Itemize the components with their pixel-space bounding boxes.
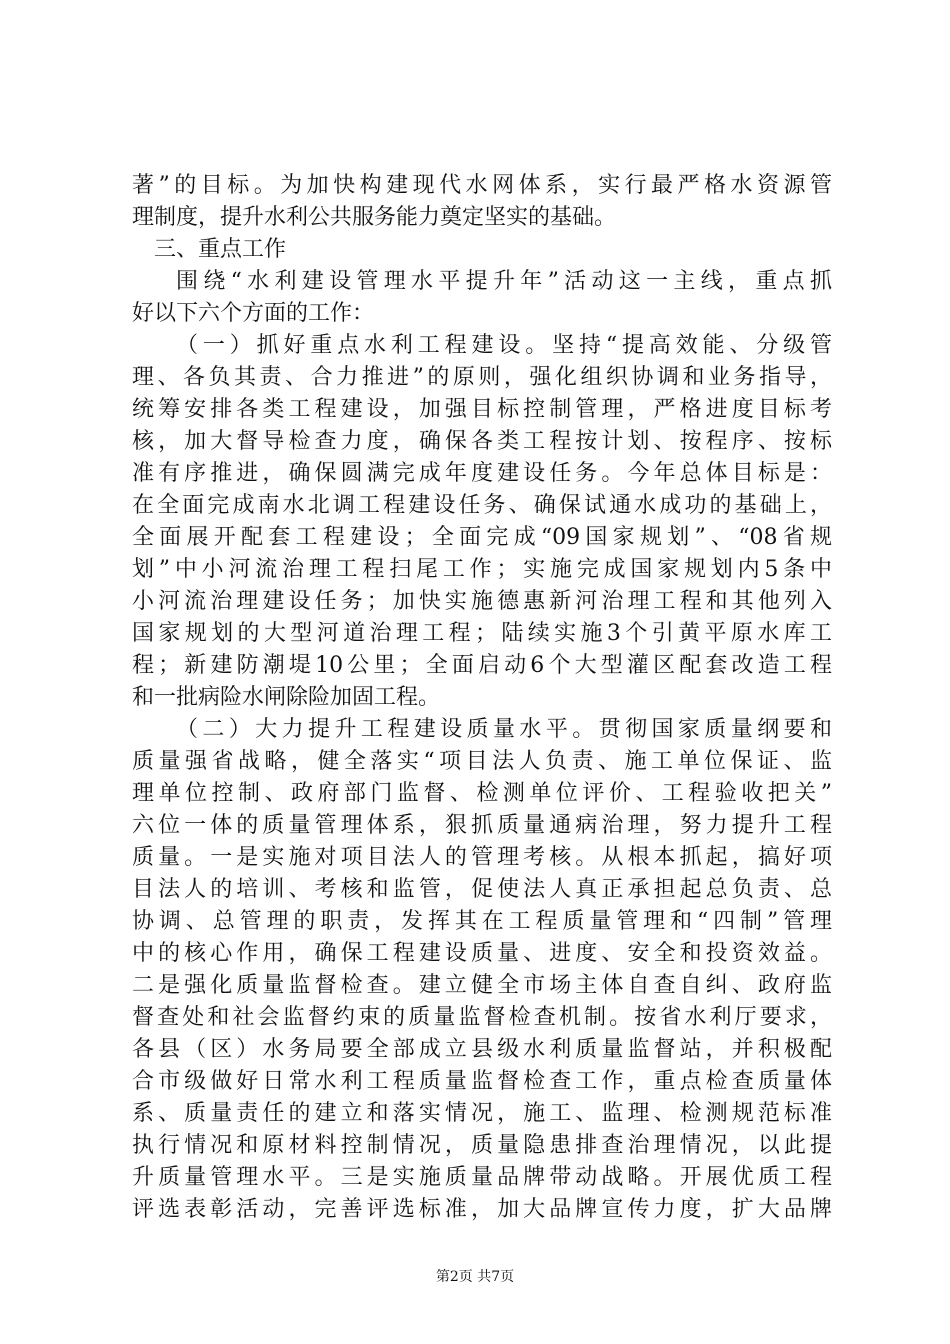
text-line: 二是强化质量监督检查。建立健全市场主体自查自纠、政府监 [132, 973, 832, 998]
text-line: 合市级做好日常水利工程质量监督检查工作，重点检查质量体 [132, 1069, 832, 1094]
text-line: 统筹安排各类工程建设，加强目标控制管理，严格进度目标考 [132, 397, 832, 422]
section-heading: 三、重点工作 [154, 237, 287, 262]
text-line: 理单位控制、政府部门监督、检测单位评价、工程验收把关” [132, 781, 832, 806]
text-line: 国家规划的大型河道治理工程；陆续实施3个引黄平原水库工 [132, 621, 832, 646]
text-line: 系、质量责任的建立和落实情况，施工、监理、检测规范标准 [132, 1101, 832, 1126]
text-line: 和一批病险水闸除险加固工程。 [132, 685, 441, 710]
text-line: 划”中小河流治理工程扫尾工作；实施完成国家规划内5条中 [132, 557, 832, 582]
text-line: 围绕“水利建设管理水平提升年”活动这一主线，重点抓 [176, 269, 832, 294]
text-line: 各县（区）水务局要全部成立县级水利质量监督站，并积极配 [132, 1037, 832, 1062]
text-line: 中的核心作用，确保工程建设质量、进度、安全和投资效益。 [132, 941, 832, 966]
text-line: 质量强省战略，健全落实“项目法人负责、施工单位保证、监 [132, 749, 832, 774]
text-line: 质量。一是实施对项目法人的管理考核。从根本抓起，搞好项 [132, 845, 832, 870]
page-number-footer: 第2页 共7页 [435, 1269, 515, 1285]
text-line: 评选表彰活动，完善评选标准，加大品牌宣传力度，扩大品牌 [132, 1197, 832, 1222]
text-line: 准有序推进，确保圆满完成年度建设任务。今年总体目标是： [132, 461, 832, 486]
text-line: 理制度，提升水利公共服务能力奠定坚实的基础。 [132, 205, 617, 230]
text-line: 六位一体的质量管理体系，狠抓质量通病治理，努力提升工程 [132, 813, 832, 838]
document-body [132, 170, 832, 1226]
text-line: （二）大力提升工程建设质量水平。贯彻国家质量纲要和 [176, 717, 832, 742]
text-line: 核，加大督导检查力度，确保各类工程按计划、按程序、按标 [132, 429, 832, 454]
text-line: 全面展开配套工程建设；全面完成“09国家规划”、“08省规 [132, 525, 832, 550]
text-line: 好以下六个方面的工作： [132, 301, 375, 326]
text-line: 理、各负其责、合力推进”的原则，强化组织协调和业务指导， [132, 365, 832, 390]
text-line: 执行情况和原材料控制情况，质量隐患排查治理情况，以此提 [132, 1133, 832, 1158]
text-line: 程；新建防潮堤10公里；全面启动6个大型灌区配套改造工程 [132, 653, 832, 678]
text-line: 升质量管理水平。三是实施质量品牌带动战略。开展优质工程 [132, 1165, 832, 1190]
text-line: 在全面完成南水北调工程建设任务、确保试通水成功的基础上， [132, 493, 832, 518]
text-line: 小河流治理建设任务；加快实施德惠新河治理工程和其他列入 [132, 589, 832, 614]
text-line: （一）抓好重点水利工程建设。坚持“提高效能、分级管 [176, 333, 832, 358]
text-line: 督查处和社会监督约束的质量监督检查机制。按省水利厅要求， [132, 1005, 832, 1030]
text-line: 著”的目标。为加快构建现代水网体系，实行最严格水资源管 [132, 173, 832, 198]
text-line: 目法人的培训、考核和监管，促使法人真正承担起总负责、总 [132, 877, 832, 902]
text-line: 协调、总管理的职责，发挥其在工程质量管理和“四制”管理 [132, 909, 832, 934]
